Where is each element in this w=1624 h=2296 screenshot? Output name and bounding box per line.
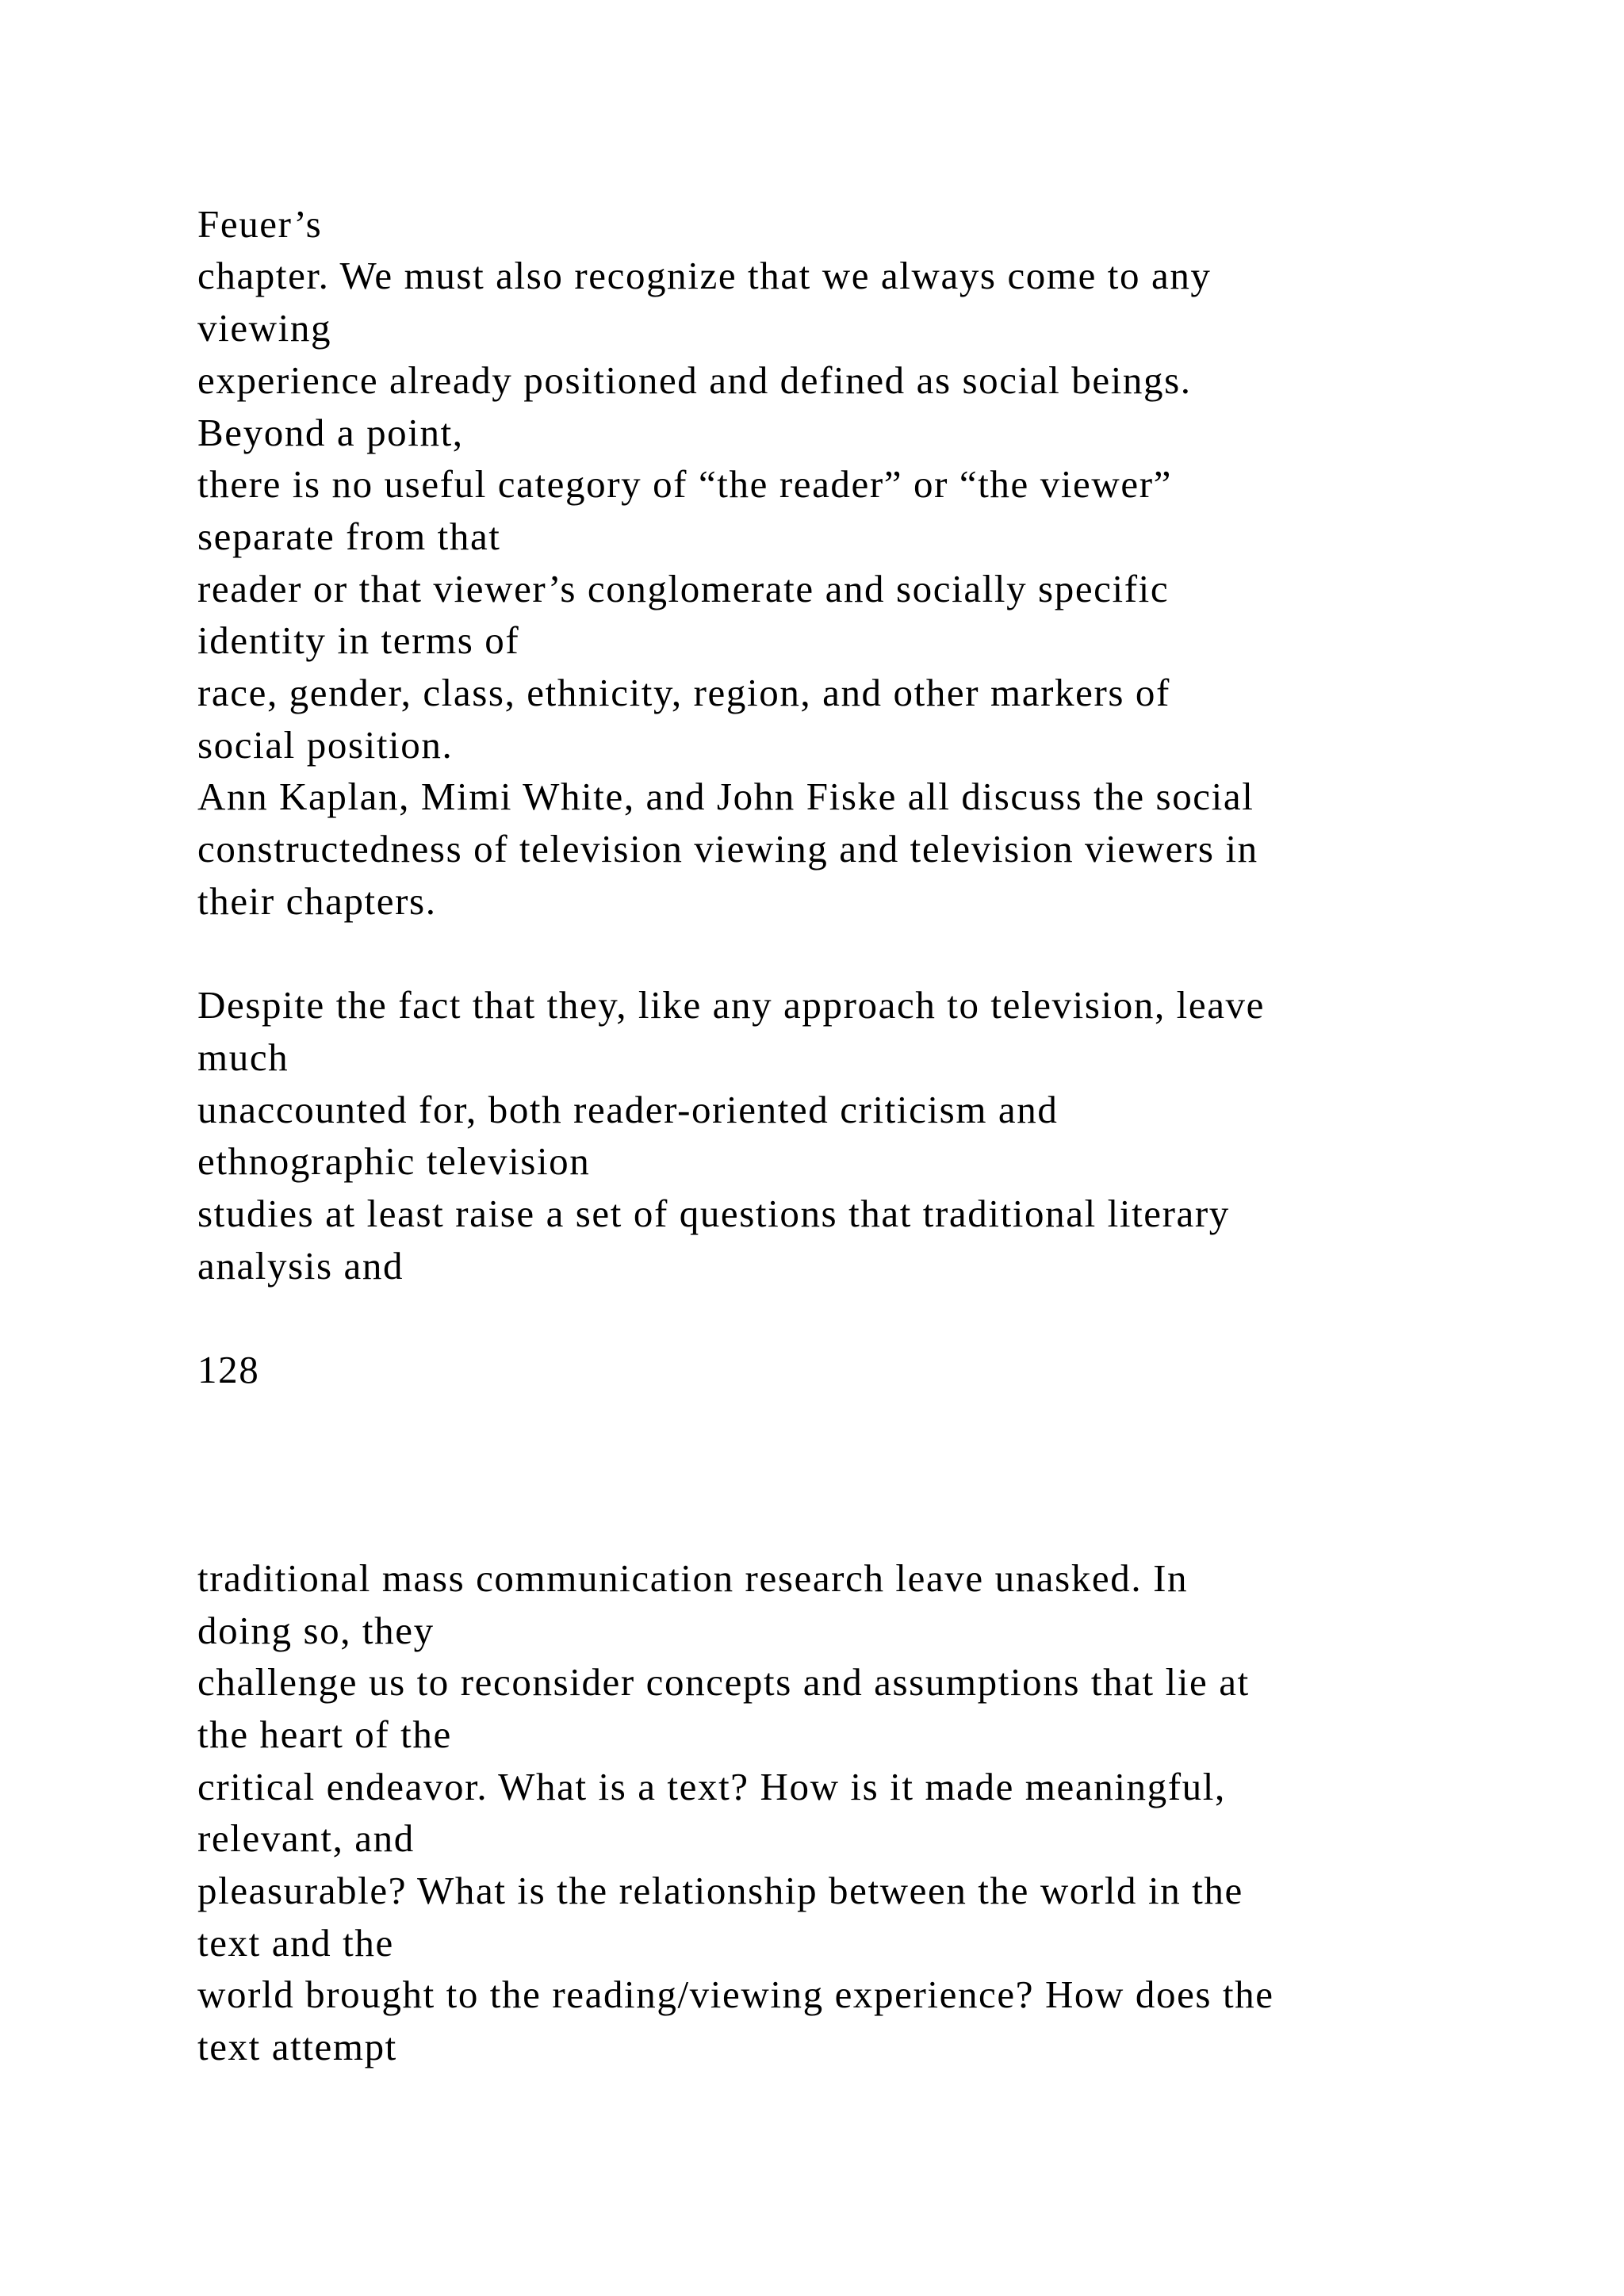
text-line: Ann Kaplan, Mimi White, and John Fiske all discuss the social — [197, 775, 1254, 818]
text-line: social position. — [197, 723, 454, 767]
text-line: Beyond a point, — [197, 411, 464, 454]
page-number: 128 — [197, 1348, 260, 1391]
text-line: constructedness of television viewing and television viewers in — [197, 827, 1258, 871]
text-line: there is no useful category of “the reader” or “the viewer” — [197, 462, 1172, 506]
text-line: critical endeavor. What is a text? How is it made meaningful, — [197, 1765, 1226, 1808]
text-line: challenge us to reconsider concepts and assumptions that lie at — [197, 1660, 1250, 1704]
text-line: the heart of the — [197, 1712, 452, 1756]
text-line: viewing — [197, 306, 332, 350]
text-line: chapter. We must also recognize that we always come to any — [197, 254, 1212, 297]
text-line: reader or that viewer’s conglomerate and socially specific — [197, 567, 1170, 610]
text-line: their chapters. — [197, 879, 437, 923]
text-line: traditional mass communication research leave unasked. In — [197, 1556, 1189, 1600]
text-line: pleasurable? What is the relationship between the world in the — [197, 1869, 1243, 1912]
text-line: analysis and — [197, 1244, 404, 1288]
text-line: unaccounted for, both reader-oriented criticism and — [197, 1088, 1059, 1131]
text-line: separate from that — [197, 515, 501, 558]
text-line: relevant, and — [197, 1816, 415, 1860]
text-line: doing so, they — [197, 1609, 435, 1652]
text-line: race, gender, class, ethnicity, region, and other markers of — [197, 671, 1170, 714]
text-line: world brought to the reading/viewing experience? How does the — [197, 1973, 1274, 2016]
text-line: text and the — [197, 1921, 394, 1965]
text-line: identity in terms of — [197, 618, 520, 662]
text-line: Feuer’s — [197, 202, 323, 246]
text-line: Despite the fact that they, like any approach to television, leave — [197, 983, 1266, 1027]
text-line: studies at least raise a set of questions that traditional literary — [197, 1192, 1230, 1235]
text-line: experience already positioned and defined as social beings. — [197, 358, 1192, 402]
text-line: ethnographic television — [197, 1139, 591, 1183]
text-line: text attempt — [197, 2025, 397, 2068]
text-line: much — [197, 1035, 289, 1079]
